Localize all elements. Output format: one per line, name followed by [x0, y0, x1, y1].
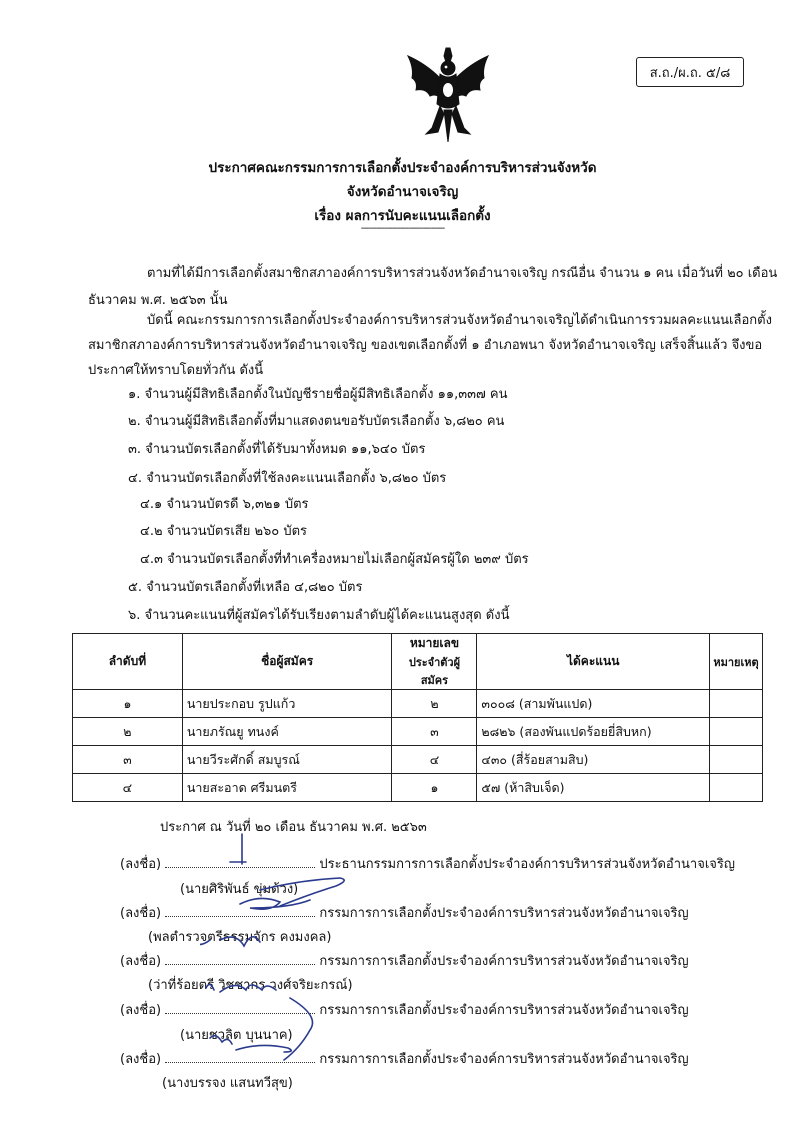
- header-candidate-number-line-2: ประจำตัวผู้สมัคร: [408, 656, 461, 687]
- cell-number: ๓: [392, 718, 477, 746]
- cell-name: นายสะอาด ศรีมนตรี: [182, 774, 392, 802]
- cell-score: ๒๘๒๖ (สองพันแปดร้อยยี่สิบหก): [477, 718, 710, 746]
- cell-rank: ๓: [73, 746, 183, 774]
- header-score: ได้คะแนน: [477, 634, 710, 690]
- signer-name: (นายศิริพันธ์ ขุ่มด้วง): [180, 882, 299, 897]
- table-row: [73, 774, 763, 802]
- cell-remark: [709, 774, 762, 802]
- paragraph-2-line-3: ประกาศให้ทราบโดยทั่วกัน ดังนี้: [88, 363, 264, 378]
- signer-name: (พลตำรวจตรีธรรมจักร คงมงคล): [148, 930, 332, 945]
- signature-prefix: (ลงชื่อ): [120, 1003, 162, 1018]
- table-row: [73, 746, 763, 774]
- cell-name: นายประกอบ รูปแก้ว: [182, 690, 392, 718]
- cell-number: ๑: [392, 774, 477, 802]
- table-row: [73, 718, 763, 746]
- signature-prefix: (ลงชื่อ): [120, 906, 162, 921]
- cell-rank: ๑: [73, 690, 183, 718]
- signature-role: กรรมการการเลือกตั้งประจำองค์การบริหารส่วนจังหวัดอำนาจเจริญ: [319, 906, 689, 921]
- cell-number: ๒: [392, 690, 477, 718]
- signature-prefix: (ลงชื่อ): [120, 954, 162, 969]
- document-code: ส.ถ./ผ.ถ. ๕/๘: [649, 65, 731, 81]
- cell-name: นายวีระศักดิ์ สมบูรณ์: [182, 746, 392, 774]
- header-remark: หมายเหตุ: [709, 634, 762, 690]
- signature-role: กรรมการการเลือกตั้งประจำองค์การบริหารส่วนจังหวัดอำนาจเจริญ: [319, 1052, 689, 1067]
- header-rank: ลำดับที่: [73, 634, 183, 690]
- announcement-title: ประกาศคณะกรรมการการเลือกตั้งประจำองค์การบริหารส่วนจังหวัด: [208, 160, 597, 176]
- document-code-badge: [636, 57, 744, 87]
- item-voters-turnout: ๒. จำนวนผู้มีสิทธิเลือกตั้งที่มาแสดงตนขอรับบัตรเลือกตั้ง ๖,๘๒๐ คน: [128, 414, 505, 429]
- cell-score: ๔๓๐ (สี่ร้อยสามสิบ): [477, 746, 710, 774]
- header-divider: --------------------------------: [360, 223, 445, 234]
- cell-remark: [709, 690, 762, 718]
- signer-name: (ว่าที่ร้อยตรี วิชชากร วงศ์จริยะกรณ์): [148, 978, 353, 993]
- cell-score: ๕๗ (ห้าสิบเจ็ด): [477, 774, 710, 802]
- signer-name: (นายชวลิต บุนนาค): [180, 1028, 293, 1043]
- cell-remark: [709, 746, 762, 774]
- header-candidate-number: [392, 634, 477, 690]
- item-invalid-ballots: ๔.๒ จำนวนบัตรเสีย ๒๖๐ บัตร: [140, 524, 308, 539]
- results-table: [72, 633, 763, 802]
- cell-number: ๔: [392, 746, 477, 774]
- announcement-date: ประกาศ ณ วันที่ ๒๐ เดือน ธันวาคม พ.ศ. ๒๕๖๓: [160, 820, 427, 835]
- paragraph-1-line-1: ตามที่ได้มีการเลือกตั้งสมาชิกสภาองค์การบริหารส่วนจังหวัดอำนาจเจริญ กรณีอื่น จำนวน ๑ คน เมื่อวันที่ ๒๐ เดือน: [147, 266, 778, 281]
- signature-role: ประธานกรรมการการเลือกตั้งประจำองค์การบริหารส่วนจังหวัดอำนาจเจริญ: [319, 857, 735, 872]
- item-no-vote-ballots: ๔.๓ จำนวนบัตรเลือกตั้งที่ทำเครื่องหมายไม่เลือกผู้สมัครผู้ใด ๒๓๙ บัตร: [140, 552, 529, 567]
- signature-role: กรรมการการเลือกตั้งประจำองค์การบริหารส่วนจังหวัดอำนาจเจริญ: [319, 1003, 689, 1018]
- signature-role: กรรมการการเลือกตั้งประจำองค์การบริหารส่วนจังหวัดอำนาจเจริญ: [319, 954, 689, 969]
- paragraph-2-line-2: สมาชิกสภาองค์การบริหารส่วนจังหวัดอำนาจเจริญ ของเขตเลือกตั้งที่ ๑ อำเภอพนา จังหวัดอำนาจเจริญ เสร็จสิ้นแล้ว จึงขอ: [88, 338, 763, 353]
- paragraph-2-line-1: บัดนี้ คณะกรรมการการเลือกตั้งประจำองค์การบริหารส่วนจังหวัดอำนาจเจริญได้ดำเนินการรวมผลคะแนนเลือกตั้ง: [147, 313, 772, 328]
- province-title: จังหวัดอำนาจเจริญ: [346, 184, 459, 200]
- item-ballots-used: ๔. จำนวนบัตรเลือกตั้งที่ใช้ลงคะแนนเลือกตั้ง ๖,๘๒๐ บัตร: [128, 471, 447, 486]
- signature-prefix: (ลงชื่อ): [120, 857, 162, 872]
- item-candidate-scores: ๖. จำนวนคะแนนที่ผู้สมัครได้รับเรียงตามลำดับผู้ได้คะแนนสูงสุด ดังนี้: [128, 608, 510, 623]
- cell-rank: ๔: [73, 774, 183, 802]
- handwritten-signatures: [200, 820, 380, 1090]
- item-remaining-ballots: ๕. จำนวนบัตรเลือกตั้งที่เหลือ ๔,๘๒๐ บัตร: [128, 580, 363, 595]
- signer-name: (นางบรรจง แสนทวีสุข): [162, 1076, 293, 1091]
- header-candidate-name: ชื่อผู้สมัคร: [182, 634, 392, 690]
- table-row: [73, 690, 763, 718]
- item-eligible-voters: ๑. จำนวนผู้มีสิทธิเลือกตั้งในบัญชีรายชื่อผู้มีสิทธิเลือกตั้ง ๑๑,๓๓๗ คน: [128, 387, 508, 402]
- table-header-row: [73, 634, 763, 690]
- header-candidate-number-line-1: หมายเลข: [409, 636, 460, 650]
- item-valid-ballots: ๔.๑ จำนวนบัตรดี ๖,๓๒๑ บัตร: [140, 497, 309, 512]
- signature-prefix: (ลงชื่อ): [120, 1052, 162, 1067]
- cell-rank: ๒: [73, 718, 183, 746]
- cell-remark: [709, 718, 762, 746]
- item-ballots-received: ๓. จำนวนบัตรเลือกตั้งที่ได้รับมาทั้งหมด ๑๑,๖๔๐ บัตร: [128, 442, 426, 457]
- subject-title: เรื่อง ผลการนับคะแนนเลือกตั้ง: [314, 208, 491, 224]
- cell-name: นายภรัณยู ทนงค์: [182, 718, 392, 746]
- cell-score: ๓๐๐๘ (สามพันแปด): [477, 690, 710, 718]
- paragraph-1-line-2: ธันวาคม พ.ศ. ๒๕๖๓ นั้น: [88, 293, 228, 308]
- garuda-emblem-icon: [396, 44, 500, 146]
